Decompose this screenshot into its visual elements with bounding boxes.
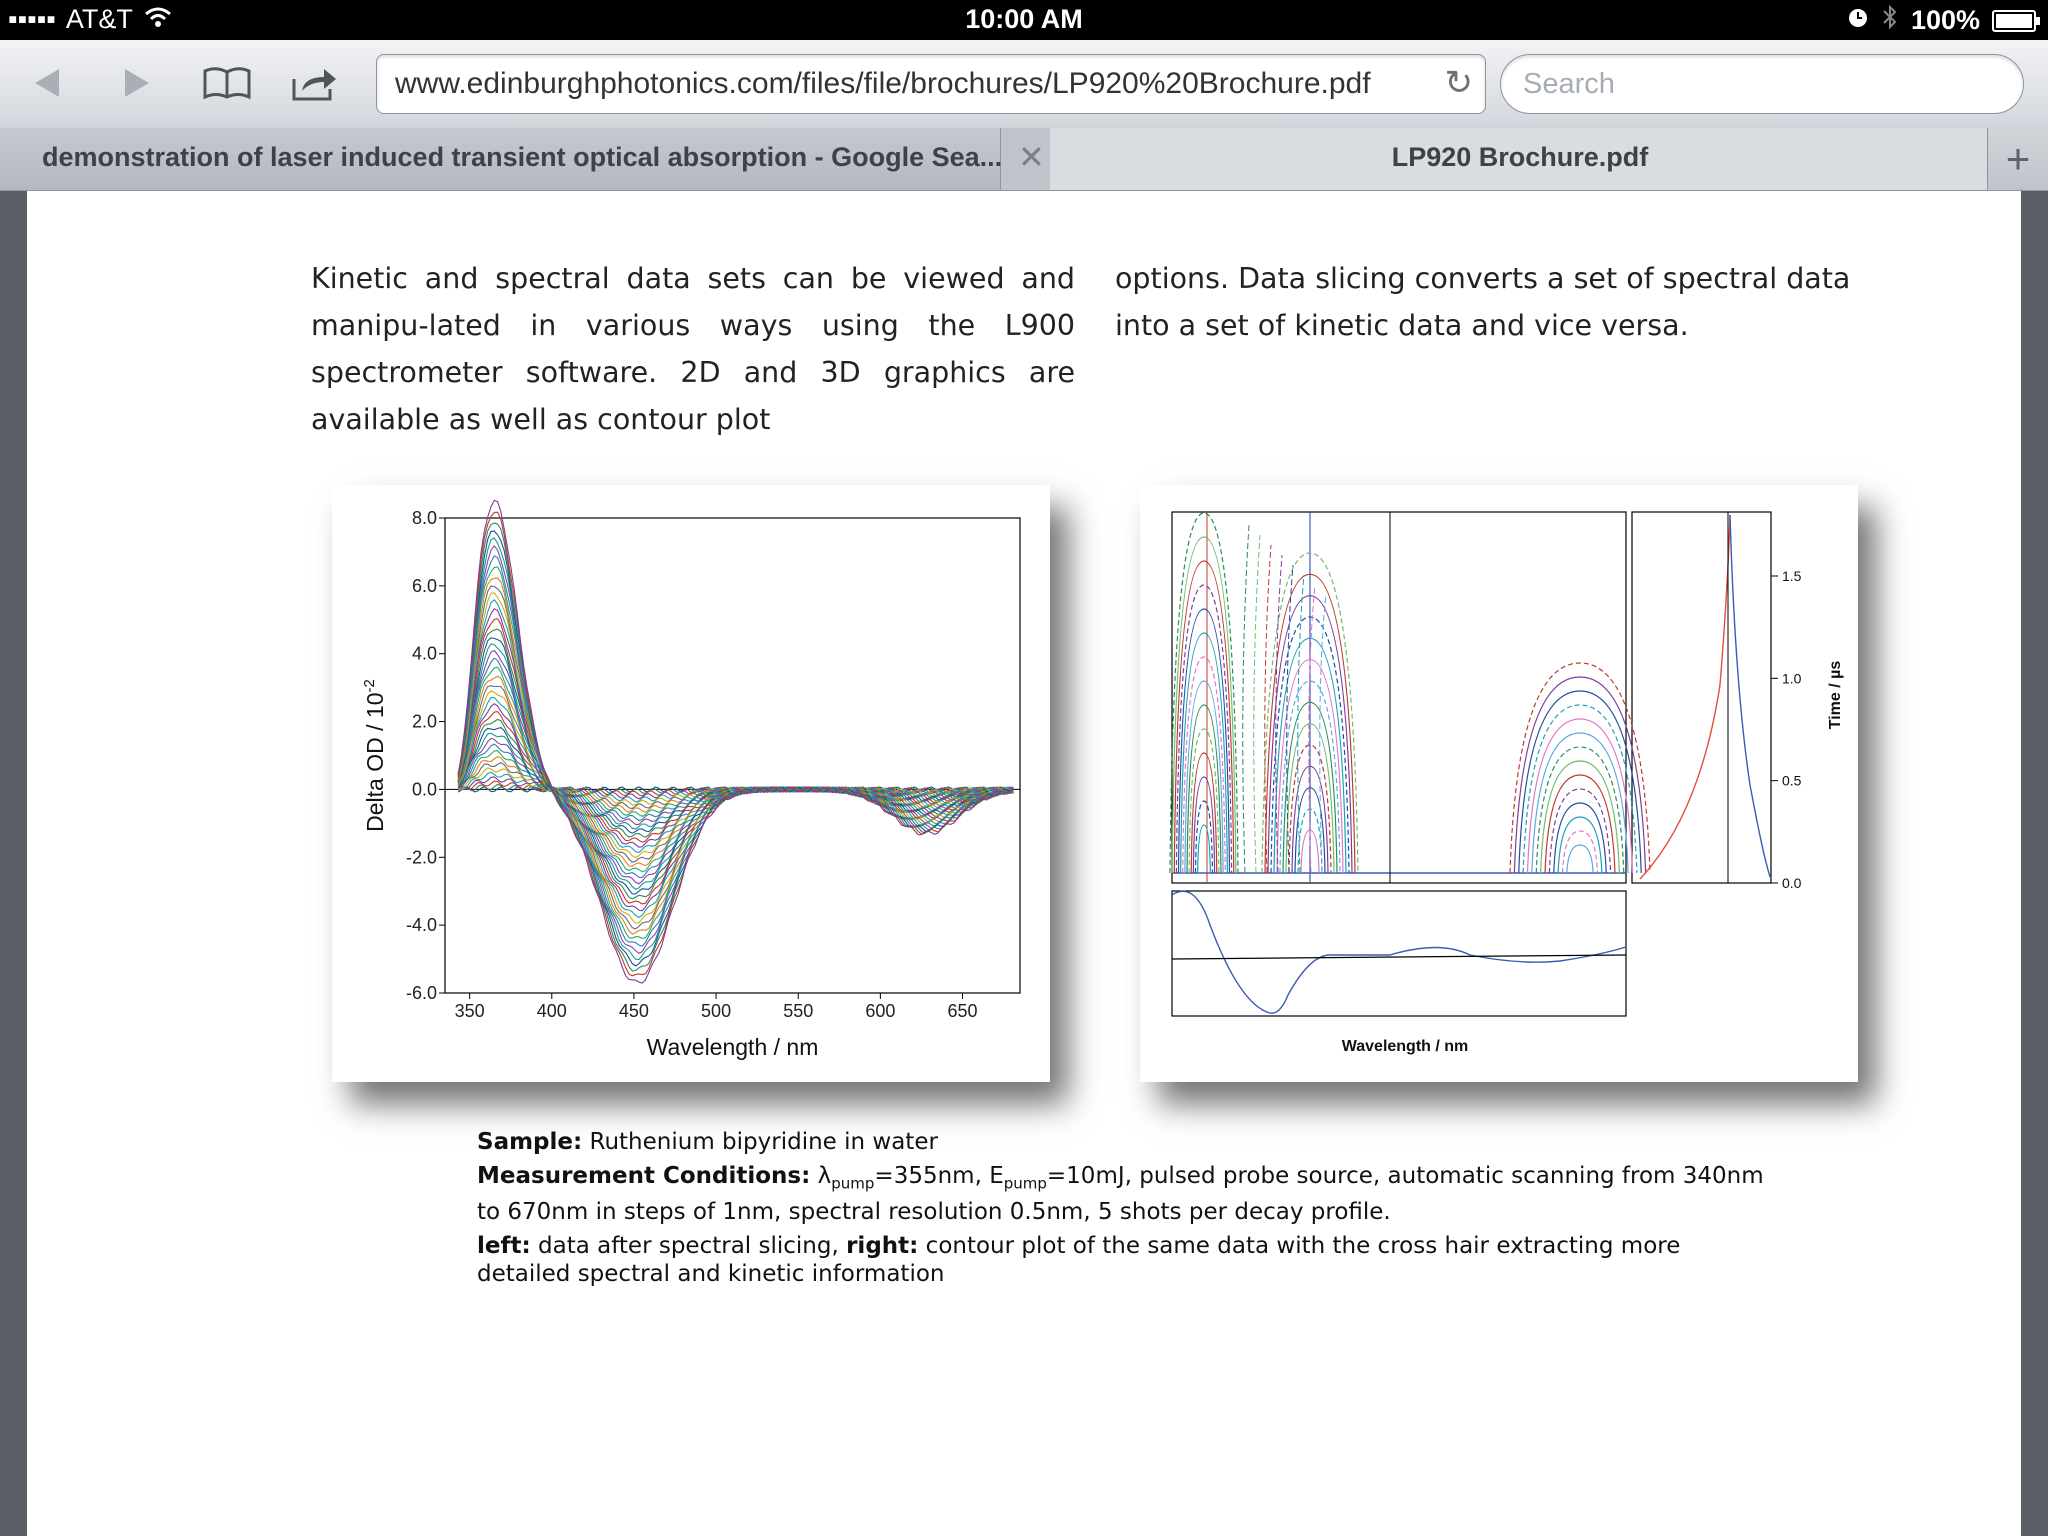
x-axis-label: Wavelength / nm [646,1034,819,1060]
url-text: www.edinburghphotonics.com/files/file/brochures/LP920%20Brochure.pdf [395,67,1371,100]
spectrum-series [458,538,1013,960]
signal-icon: ▪▪▪▪▪ [8,4,56,34]
y-axis-label: Delta OD / $10^{-2}$ [361,679,388,832]
address-bar[interactable] [376,54,1486,114]
conditions-text: =10mJ, pulsed probe source, automatic scanning from 340nm to 670nm in steps of 1nm, spectral resolution 0.5nm, 5 shots per decay profile. [477,1163,1764,1225]
spectral-chart-figure [332,485,1050,1082]
bluetooth-icon [1881,4,1899,37]
y-tick-label: -2.0 [405,847,437,868]
book-icon [202,65,252,101]
x-tick-label: 350 [454,1001,485,1021]
spectrum-series [458,523,1013,971]
spectrum-series [458,578,1013,934]
contour-plot-figure [1140,485,1858,1082]
spectrum-slice-curve [1172,891,1626,1013]
spectrum-series [458,546,1013,953]
y-tick-label: 0.0 [411,779,437,800]
paragraph-right: options. Data slicing converts a set of spectral data into a set of kinetic data and vice versa. [1115,262,1851,342]
battery-icon [1992,10,2036,32]
spectrum-series [458,500,1013,983]
contour-line [1287,565,1293,873]
x-axis-label: Wavelength / nm [1341,1038,1469,1055]
contour-line [1528,719,1633,873]
x-tick-label: 550 [783,1001,814,1021]
contour-frame [1172,512,1626,883]
kinetic-rise-curve [1640,515,1730,879]
y-tick-label: 0.5 [1782,772,1802,789]
spectrum-slice-frame [1172,891,1626,1016]
clock: 10:00 AM [965,4,1083,34]
left-text: data after spectral slicing, [530,1232,847,1259]
contour-line [1545,775,1615,873]
forward-button[interactable] [112,58,162,108]
spectrum-series [458,567,1013,938]
plus-icon: + [2005,135,2031,182]
contour-line [1179,609,1230,873]
spectrum-slice-baseline [1172,955,1626,959]
pump-subscript: pump [1003,1174,1047,1193]
contour-line [1554,803,1607,873]
bookmarks-button[interactable] [202,58,252,108]
pump-subscript: pump [831,1174,875,1193]
forward-arrow-icon [119,65,155,101]
tab-label: LP920 Brochure.pdf [1391,142,1649,172]
new-tab-button[interactable] [1987,128,2048,190]
spectral-chart [332,485,1050,1082]
spectrum-series [458,728,1013,834]
y-axis-label: Time / µs [1827,660,1844,730]
y-tick-label: 1.5 [1782,568,1802,584]
carrier-label: AT&T [65,4,133,34]
pdf-page [27,191,2021,1536]
tab-lp920-brochure[interactable] [1050,128,1990,190]
spectrum-series [458,586,1013,929]
contour-plot [1140,485,1858,1082]
tab-label: demonstration of laser induced transient optical absorption - Google Sea... [42,142,1003,172]
contour-line [1536,747,1624,873]
x-tick-label: 500 [701,1001,732,1021]
search-input[interactable] [1500,54,2024,114]
tab-google-search[interactable] [0,128,1001,190]
contour-line [1198,825,1211,873]
contour-line [1243,525,1249,873]
spectrum-series [458,531,1013,966]
right-text: contour plot of the same data with the cross hair extracting more detailed spectral and kinetic information [477,1232,1681,1287]
back-arrow-icon [29,65,65,101]
contour-line [1170,513,1238,873]
spectrum-series [458,704,1013,848]
y-tick-label: 1.0 [1782,670,1802,687]
spectrum-series [458,593,1013,923]
y-tick-label: -6.0 [405,983,437,1003]
spectrum-series [458,556,1013,946]
status-bar [0,0,2048,40]
alarm-icon [1847,5,1869,36]
y-tick-label: 8.0 [411,508,437,528]
share-button[interactable] [290,58,340,108]
browser-toolbar [0,40,2048,129]
search-placeholder: Search [1523,68,1615,100]
y-axis-exponent: -2 [361,679,378,693]
paragraph-left: Kinetic and spectral data sets can be viewed and manipu-lated in various ways using the L900 spectrometer software. 2D and 3D graphics are available as well as contour plot [311,262,1075,436]
conditions-mid: =355nm, E [874,1163,1004,1189]
lambda-symbol: λ [810,1163,832,1189]
x-tick-label: 450 [618,1001,649,1021]
y-tick-label: 4.0 [411,643,437,664]
conditions-label: Measurement Conditions: [477,1163,811,1189]
contour-line [1254,535,1260,873]
reload-icon[interactable]: ↻ [1444,64,1473,102]
y-tick-label: 6.0 [411,575,437,596]
kinetic-slice-frame [1632,512,1771,883]
sample-text: Ruthenium bipyridine in water [582,1129,938,1155]
y-tick-label: -4.0 [405,915,437,936]
x-tick-label: 600 [865,1001,896,1021]
share-icon [290,63,340,103]
right-label: right: [846,1232,919,1259]
sample-label: Sample: [477,1129,583,1155]
y-tick-label: 2.0 [411,711,437,732]
left-label: left: [477,1232,531,1259]
back-button[interactable] [22,58,72,108]
y-tick-label: 0.0 [1782,875,1802,891]
close-tab-icon[interactable]: ✕ [1018,139,1045,175]
contour-line [1510,663,1650,873]
kinetic-decay-curve [1730,515,1771,879]
x-tick-label: 650 [947,1001,978,1021]
battery-percent: 100% [1910,5,1980,35]
tab-bar [0,128,2048,191]
contour-line [1276,555,1282,873]
figure-caption [477,1128,1777,1294]
x-tick-label: 400 [536,1001,567,1021]
spectrum-series [458,512,1013,976]
contour-line [1567,845,1593,873]
